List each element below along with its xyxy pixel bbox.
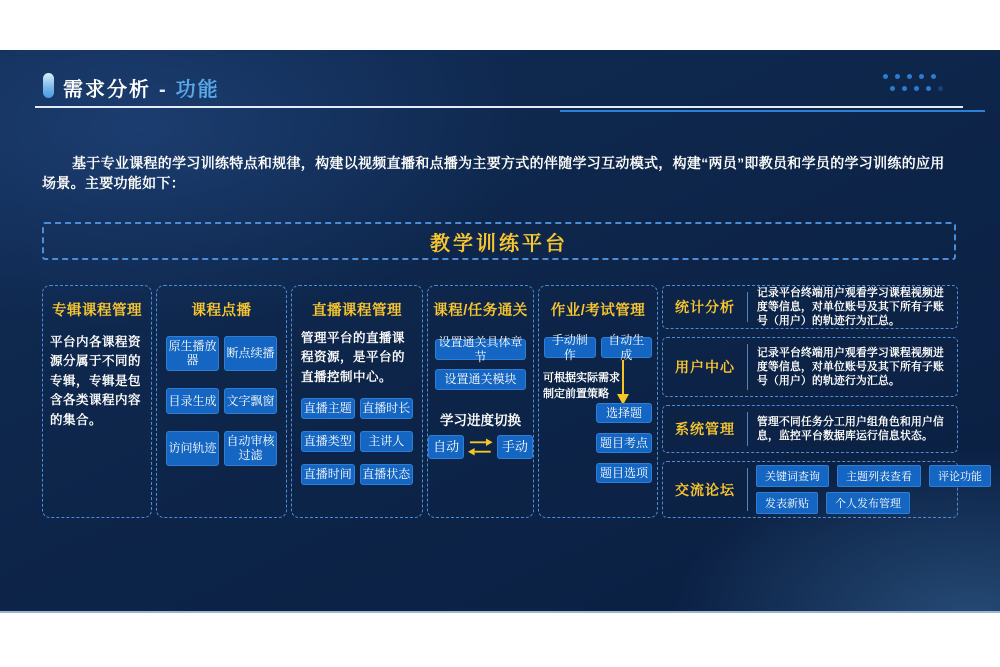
module-description: 平台内各课程资源分属于不同的专辑，专辑是包含各类课程内容的集合。 <box>50 335 142 427</box>
chip-text-float-window: 文字飘窗 <box>224 388 277 414</box>
module-label: 系统管理 <box>675 421 735 437</box>
page-title-sub: 功能 <box>175 79 220 101</box>
dot-row <box>890 86 943 91</box>
module-label: 用户中心 <box>675 359 735 375</box>
module-live-course-management <box>291 285 423 518</box>
chip-choice-question: 选择题 <box>596 403 652 423</box>
header-underline-accent <box>560 110 985 112</box>
module-title: 专辑课程管理 <box>52 303 142 319</box>
right-modules <box>662 285 982 518</box>
chip-manual-mode: 手动 <box>497 435 533 459</box>
chip-toc-generation: 目录生成 <box>166 388 219 414</box>
module-statistics-analysis <box>662 285 958 329</box>
chip-live-duration: 直播时长 <box>360 398 414 419</box>
swap-arrows-icon <box>468 436 493 458</box>
dot-row <box>883 74 943 79</box>
chip-auto-mode: 自动 <box>428 435 464 459</box>
chip-question-options: 题目选项 <box>596 463 652 483</box>
creation-mode-chips <box>544 333 652 362</box>
module-course-vod <box>156 285 287 518</box>
page-title <box>63 73 220 102</box>
module-system-management <box>662 405 958 453</box>
module-description: 管理不同任务分工用户组角色和用户信息，监控平台数据库运行信息状态。 <box>757 415 944 442</box>
feature-chip-grid <box>166 336 277 466</box>
chip-live-time: 直播时间 <box>301 464 355 485</box>
strategy-note: 可根据实际需求制定前置策略 <box>543 372 620 400</box>
module-title: 课程点播 <box>191 303 252 319</box>
chip-live-type: 直播类型 <box>301 431 355 452</box>
chip-live-topic: 直播主题 <box>301 398 355 419</box>
module-homework-exam-management <box>538 285 658 518</box>
intro-paragraph: 基于专业课程的学习训练特点和规律，构建以视频直播和点播为主要方式的伴随学习互动模式，构建“两员”即教员和学员的学习训练的应用场景。主要功能如下： <box>42 155 945 191</box>
module-title: 作业/考试管理 <box>550 303 646 319</box>
module-description: 管理平台的直播课程资源，是平台的直播控制中心。 <box>301 331 406 384</box>
forum-feature-chips <box>748 459 995 520</box>
module-description: 记录平台终端用户观看学习课程视频进度等信息，对单位账号及其下所有子账号（用户）的轨迹行为汇总。 <box>757 286 944 328</box>
module-title: 直播课程管理 <box>312 303 402 319</box>
chip-set-pass-module: 设置通关模块 <box>435 369 526 390</box>
chip-presenter: 主讲人 <box>360 431 414 452</box>
page-title-main: 需求分析 <box>63 79 151 101</box>
slide <box>0 50 1000 613</box>
header-bullet-icon <box>43 73 54 98</box>
chip-visit-trace: 访问轨迹 <box>166 431 219 466</box>
module-user-center <box>662 337 958 397</box>
module-title: 课程/任务通关 <box>433 303 528 319</box>
module-label: 交流论坛 <box>675 481 735 498</box>
header-underline <box>35 106 963 108</box>
chip-live-status: 直播状态 <box>360 464 414 485</box>
platform-title: 教学训练平台 <box>430 232 568 255</box>
chip-personal-publish-management: 个人发布管理 <box>826 492 910 514</box>
chip-keyword-search: 关键词查询 <box>756 465 829 487</box>
forum-chip-row <box>756 465 991 487</box>
chip-comment-feature: 评论功能 <box>929 465 991 487</box>
module-label: 统计分析 <box>675 299 735 315</box>
platform-title-box <box>42 222 956 260</box>
chip-manual-create: 手动制作 <box>544 337 596 358</box>
chip-native-player: 原生播放器 <box>166 336 219 371</box>
module-forum <box>662 461 982 518</box>
down-arrow-icon <box>615 360 631 406</box>
progress-switch-label: 学习进度切换 <box>440 413 521 428</box>
chip-auto-review-filter: 自动审核过滤 <box>224 431 277 466</box>
module-album-course-management <box>42 285 152 518</box>
forum-chip-row <box>756 492 991 514</box>
page-title-separator: - <box>159 79 168 101</box>
chip-topic-list-view: 主题列表查看 <box>837 465 921 487</box>
progress-switch <box>428 435 533 459</box>
chip-auto-generate: 自动生成 <box>601 337 653 358</box>
module-course-task-pass <box>427 285 534 518</box>
chip-question-points: 题目考点 <box>596 433 652 453</box>
decor-dots-icon <box>883 74 943 91</box>
feature-chip-grid <box>301 398 413 485</box>
chip-set-pass-chapter: 设置通关具体章节 <box>435 339 526 360</box>
chip-resume-playback: 断点续播 <box>224 336 277 371</box>
chip-new-post: 发表新贴 <box>756 492 818 514</box>
module-description: 记录平台终端用户观看学习课程视频进度等信息，对单位账号及其下所有子账号（用户）的轨迹行为汇总。 <box>757 346 944 388</box>
